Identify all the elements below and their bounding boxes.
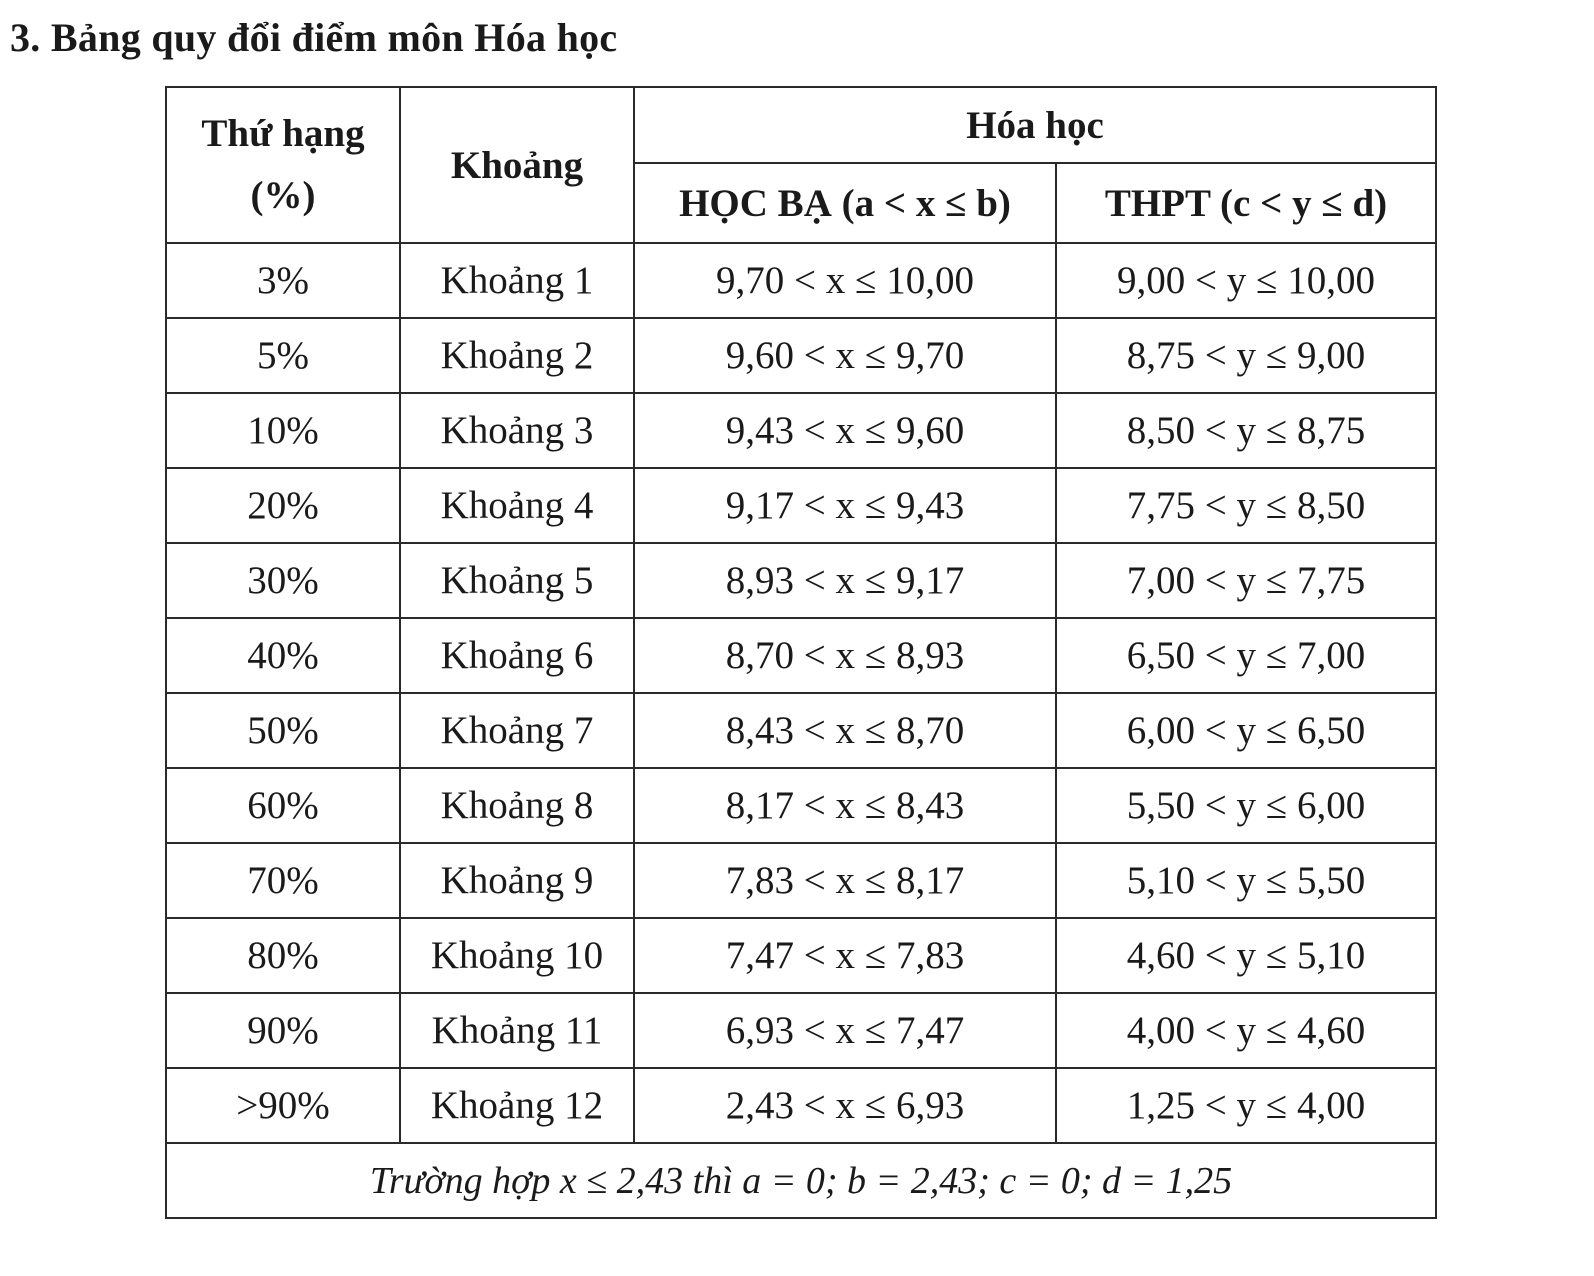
cell-rank: 60% [166,768,400,843]
table-row [166,993,1436,1068]
cell-hocba: 9,70 < x ≤ 10,00 [634,243,1056,318]
cell-rank: 3% [166,243,400,318]
cell-thpt: 4,60 < y ≤ 5,10 [1056,918,1436,993]
cell-interval: Khoảng 9 [400,843,634,918]
header-interval: Khoảng [400,87,634,243]
table-body [166,243,1436,1143]
cell-thpt: 5,10 < y ≤ 5,50 [1056,843,1436,918]
cell-interval: Khoảng 6 [400,618,634,693]
page-title: 3. Bảng quy đổi điểm môn Hóa học [10,15,618,60]
cell-hocba: 7,47 < x ≤ 7,83 [634,918,1056,993]
table-row [166,693,1436,768]
cell-rank: 80% [166,918,400,993]
cell-hocba: 8,43 < x ≤ 8,70 [634,693,1056,768]
table-row [166,318,1436,393]
cell-thpt: 7,00 < y ≤ 7,75 [1056,543,1436,618]
table-note: Trường hợp x ≤ 2,43 thì a = 0; b = 2,43; c = 0; d = 1,25 [166,1143,1436,1218]
table-row [166,1068,1436,1143]
cell-interval: Khoảng 12 [400,1068,634,1143]
cell-hocba: 9,60 < x ≤ 9,70 [634,318,1056,393]
header-rank [166,87,400,243]
cell-interval: Khoảng 11 [400,993,634,1068]
header-rank-line2: (%) [250,174,316,217]
header-thpt: THPT (c < y ≤ d) [1056,163,1436,243]
cell-interval: Khoảng 4 [400,468,634,543]
cell-rank: 40% [166,618,400,693]
cell-thpt: 6,00 < y ≤ 6,50 [1056,693,1436,768]
table-row [166,918,1436,993]
header-rank-line1: Thứ hạng [201,112,365,155]
cell-hocba: 2,43 < x ≤ 6,93 [634,1068,1056,1143]
cell-thpt: 8,50 < y ≤ 8,75 [1056,393,1436,468]
cell-rank: 70% [166,843,400,918]
cell-interval: Khoảng 5 [400,543,634,618]
cell-hocba: 6,93 < x ≤ 7,47 [634,993,1056,1068]
cell-thpt: 7,75 < y ≤ 8,50 [1056,468,1436,543]
cell-rank: 10% [166,393,400,468]
cell-thpt: 8,75 < y ≤ 9,00 [1056,318,1436,393]
cell-rank: 5% [166,318,400,393]
table-row [166,618,1436,693]
table-row [166,468,1436,543]
cell-rank: 50% [166,693,400,768]
cell-interval: Khoảng 1 [400,243,634,318]
cell-thpt: 9,00 < y ≤ 10,00 [1056,243,1436,318]
cell-interval: Khoảng 7 [400,693,634,768]
cell-rank: 20% [166,468,400,543]
cell-hocba: 8,70 < x ≤ 8,93 [634,618,1056,693]
cell-thpt: 1,25 < y ≤ 4,00 [1056,1068,1436,1143]
score-conversion-table [165,86,1437,1219]
cell-thpt: 5,50 < y ≤ 6,00 [1056,768,1436,843]
cell-interval: Khoảng 2 [400,318,634,393]
cell-rank: 30% [166,543,400,618]
cell-hocba: 8,93 < x ≤ 9,17 [634,543,1056,618]
table-row [166,393,1436,468]
cell-hocba: 9,17 < x ≤ 9,43 [634,468,1056,543]
cell-hocba: 9,43 < x ≤ 9,60 [634,393,1056,468]
header-subject: Hóa học [634,87,1436,163]
cell-interval: Khoảng 8 [400,768,634,843]
cell-hocba: 7,83 < x ≤ 8,17 [634,843,1056,918]
cell-interval: Khoảng 3 [400,393,634,468]
cell-rank: 90% [166,993,400,1068]
table-row [166,243,1436,318]
table-row [166,768,1436,843]
cell-interval: Khoảng 10 [400,918,634,993]
table-row [166,843,1436,918]
header-hocba: HỌC BẠ (a < x ≤ b) [634,163,1056,243]
cell-thpt: 6,50 < y ≤ 7,00 [1056,618,1436,693]
cell-rank: >90% [166,1068,400,1143]
cell-thpt: 4,00 < y ≤ 4,60 [1056,993,1436,1068]
cell-hocba: 8,17 < x ≤ 8,43 [634,768,1056,843]
table-row [166,543,1436,618]
